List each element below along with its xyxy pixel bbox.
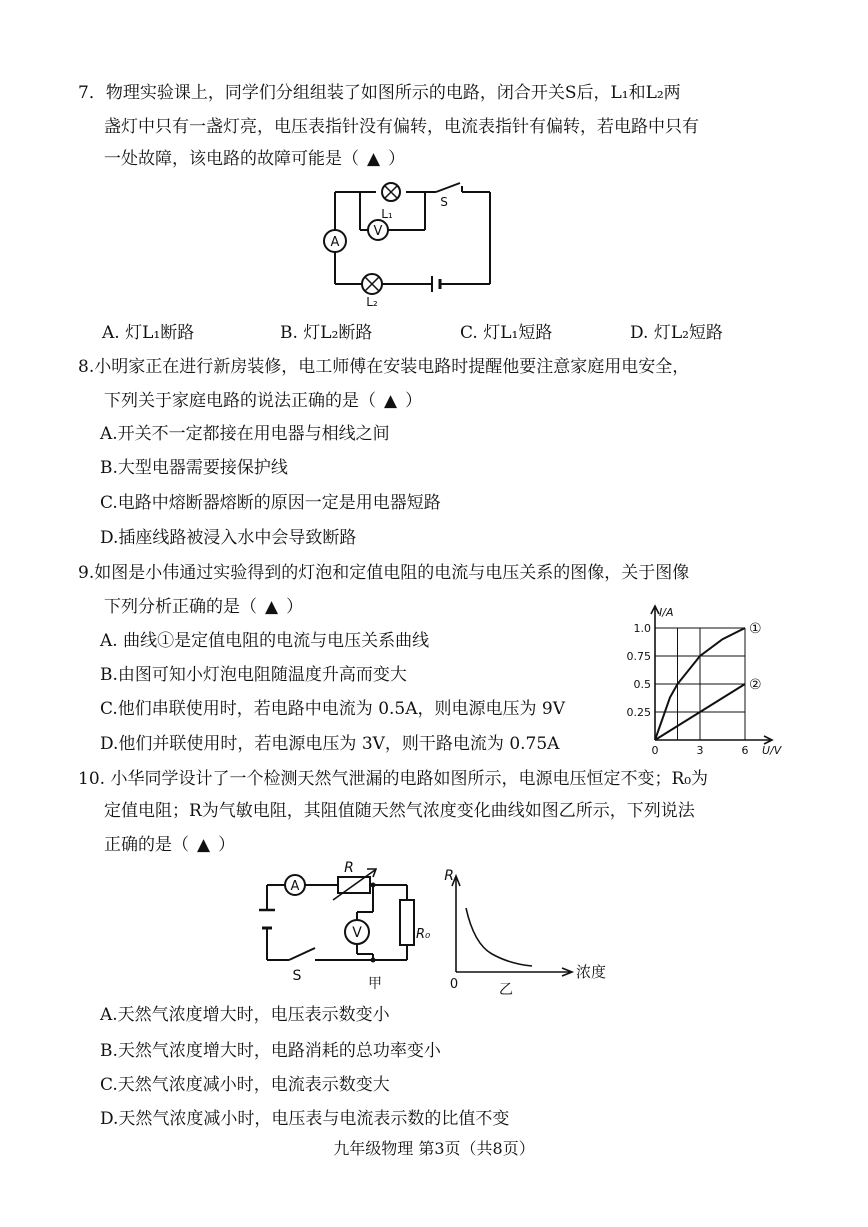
q7-voltmeter-label: V — [373, 224, 383, 239]
q7-switch-label: S — [440, 195, 448, 209]
answer-marker: ▲ — [367, 149, 381, 169]
q7-option-b: B. 灯L₂断路 — [280, 323, 373, 343]
chart-y-axis-label: I/A — [659, 606, 674, 619]
q7-l1-label: L₁ — [381, 207, 393, 221]
chart-y-tick-label: 1.0 — [633, 622, 651, 635]
chart-x-tick-label: 6 — [741, 744, 749, 757]
q10-graph-origin: 0 — [449, 977, 459, 992]
q9-option-d: D.他们并联使用时，若电源电压为 3V，则干路电流为 0.75A — [100, 734, 560, 754]
q7-circuit-diagram — [320, 180, 500, 310]
q7-option-d: D. 灯L₂短路 — [630, 323, 723, 343]
q10-ammeter-label: A — [290, 879, 300, 894]
q7-stem-line2: 盏灯中只有一盏灯亮，电压表指针没有偏转，电流表指针有偏转，若电路中只有 — [104, 117, 699, 137]
chart-y-tick-label: 0.75 — [626, 650, 651, 663]
chart-x-tick-label: 3 — [696, 744, 704, 757]
q9-option-a: A. 曲线①是定值电阻的电流与电压关系曲线 — [100, 631, 430, 651]
q7-options — [102, 318, 762, 342]
answer-marker: ▲ — [265, 597, 279, 617]
q9-option-b: B.由图可知小灯泡电阻随温度升高而变大 — [100, 665, 407, 685]
q10-circuit-diagram — [245, 860, 431, 995]
chart-y-tick-label: 0.25 — [626, 706, 651, 719]
q10-switch-label: S — [292, 968, 302, 984]
q10-option-d: D.天然气浓度减小时，电压表与电流表示数的比值不变 — [100, 1109, 510, 1129]
q10-resistance-graph — [440, 868, 640, 998]
q10-r0-label: R₀ — [416, 927, 431, 942]
q10-graph-xlabel: 浓度 — [576, 963, 607, 981]
q10-option-b: B.天然气浓度增大时，电路消耗的总功率变小 — [100, 1041, 441, 1061]
q8-stem-line2: 下列关于家庭电路的说法正确的是（ ▲ ） — [104, 391, 423, 411]
q10-r-label: R — [344, 860, 354, 876]
q10-caption-jia: 甲 — [368, 976, 382, 992]
q8-stem-line1: 8.小明家正在进行新房装修，电工师傅在安装电路时提醒他要注意家庭用电安全， — [78, 357, 690, 377]
answer-marker: ▲ — [197, 835, 211, 855]
q10-stem-line3: 正确的是（ ▲ ） — [104, 835, 236, 855]
q7-l2-label: L₂ — [366, 295, 378, 309]
q10-option-a: A.天然气浓度增大时，电压表示数变小 — [100, 1005, 390, 1025]
chart-series-2-label: ② — [749, 677, 762, 693]
chart-y-tick-label: 0.5 — [633, 678, 651, 691]
chart-series-1-label: ① — [749, 621, 762, 637]
q7-stem-line1: 7．物理实验课上，同学们分组组装了如图所示的电路，闭合开关S后，L₁和L₂两 — [78, 83, 681, 103]
q10-stem-line2: 定值电阻；R为气敏电阻，其阻值随天然气浓度变化曲线如图乙所示，下列说法 — [104, 801, 695, 821]
q8-option-d: D.插座线路被浸入水中会导致断路 — [100, 528, 357, 548]
q10-option-c: C.天然气浓度减小时，电流表示数变大 — [100, 1075, 390, 1095]
q9-stem-line2: 下列分析正确的是（ ▲ ） — [104, 597, 304, 617]
q10-caption-yi: 乙 — [499, 982, 513, 998]
q7-option-a: A. 灯L₁断路 — [102, 323, 195, 343]
q10-voltmeter-label: V — [352, 925, 362, 941]
q8-option-c: C.电路中熔断器熔断的原因一定是用电器短路 — [100, 493, 441, 513]
answer-marker: ▲ — [384, 391, 398, 411]
q7-ammeter-label: A — [330, 235, 340, 250]
q9-iv-chart — [620, 600, 780, 760]
chart-x-axis-label: U/V — [762, 744, 782, 757]
q9-option-c: C.他们串联使用时，若电路中电流为 0.5A，则电源电压为 9V — [100, 699, 566, 719]
q9-stem-line1: 9.如图是小伟通过实验得到的灯泡和定值电阻的电流与电压关系的图像，关于图像 — [78, 563, 690, 583]
q10-stem-line1: 10. 小华同学设计了一个检测天然气泄漏的电路如图所示，电源电压恒定不变；R₀为 — [78, 769, 709, 789]
page-footer: 九年级物理 第3页（共8页） — [333, 1139, 535, 1158]
q8-option-b: B.大型电器需要接保护线 — [100, 458, 288, 478]
q10-graph-ylabel: R — [444, 868, 454, 884]
chart-x-tick-label: 0 — [651, 744, 659, 757]
q8-option-a: A.开关不一定都接在用电器与相线之间 — [100, 424, 390, 444]
q7-stem-line3: 一处故障，该电路的故障可能是（ ▲ ） — [104, 149, 406, 169]
q7-option-c: C. 灯L₁短路 — [460, 323, 553, 343]
